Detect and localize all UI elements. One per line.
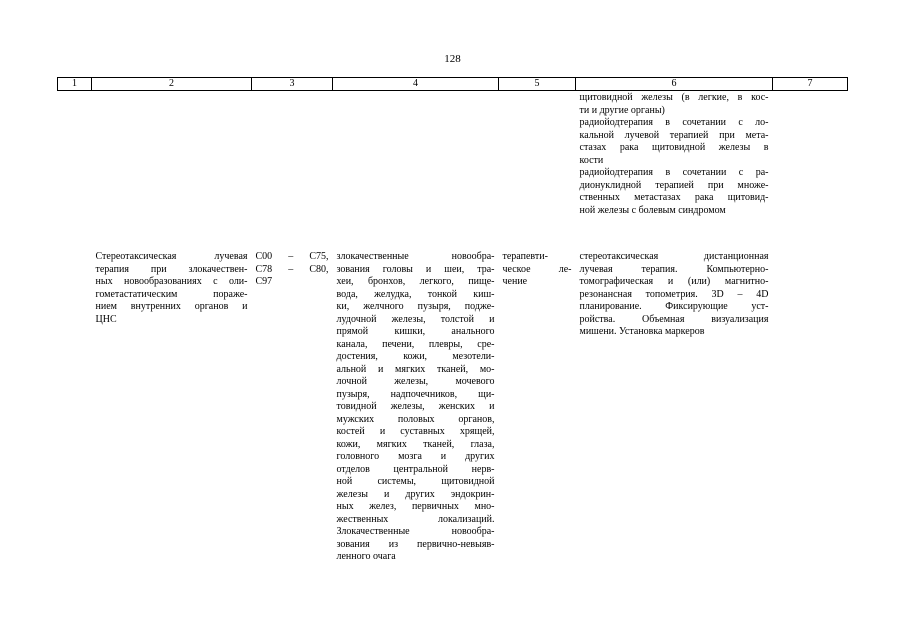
text-line: пузыря, надпочечников, щи- [336,388,495,400]
column-number-6: 6 [576,78,773,91]
text-line: нием внутренних органов и [95,301,248,312]
row1-cell-4 [333,91,499,241]
text-line: радиойодтерапия в сочетании с ло- [579,117,769,128]
text-line: хеи, бронхов, легкого, пище- [336,276,495,287]
row2-cell-icd-codes [252,240,333,564]
text-line: альной и мягких тканей, мо- [336,363,495,375]
text-line: ственных метастазах рака щитовид- [579,192,769,203]
table-row [58,240,848,564]
row2-cell-method [576,240,773,564]
row2-cell-1 [58,240,92,564]
text-line: прямой кишки, анального [336,326,495,337]
text-line: томографическая и (или) магнитно- [579,276,769,287]
text-line: планирование. Фиксирующие уст- [579,301,769,312]
text-line: дионуклидной терапией при множе- [579,179,769,191]
text-line: зования головы и шеи, тра- [336,263,495,275]
text-line: Злокачественные новообра- [336,526,495,537]
text-line: жественных локализаций. [336,513,495,525]
text-line: резонансная топометрия. 3D – 4D [579,288,769,300]
text-line: мишени. Установка маркеров [579,326,705,337]
text-line: канала, печени, плевры, сре- [336,338,495,350]
row2-cell-diagnosis [333,240,499,564]
text-line: ти и другие органы) [579,104,665,116]
text-line: зования из первично-невыяв- [336,538,495,550]
text-line: чение [502,276,528,287]
text-line: отделов центральной нерв- [336,463,495,475]
row2-cell-treatment-type [499,240,576,564]
text-line: Стереотаксическая лучевая [95,251,248,262]
icd-code-line: C00 – C75, [255,251,329,262]
text-line: стереотаксическая дистанционная [579,251,769,262]
text-line: кальной лучевой терапией при мета- [579,129,769,141]
row2-cell-procedure-name [92,240,252,564]
text-line: кости [579,154,604,166]
text-line: ки, желчного пузыря, подже- [336,301,495,312]
column-number-1: 1 [58,78,92,91]
text-line: терапевти- [502,251,548,262]
text-line: радиойодтерапия в сочетании с ра- [579,167,769,178]
row1-cell-1 [58,91,92,241]
text-line: ленного очага [336,551,396,562]
text-line: терапия при злокачествен- [95,263,248,275]
row1-cell-7 [773,91,848,241]
text-line: ной системы, щитовидной [336,476,495,487]
text-line: железы и других эндокрин- [336,488,495,500]
row1-cell-2 [92,91,252,241]
text-line: щитовидной железы (в легкие, в кос- [579,92,769,103]
text-line: лудочной железы, толстой и [336,313,495,325]
text-line: ных желез, первичных мно- [336,501,495,512]
text-line: ройства. Объемная визуализация [579,313,769,325]
row1-cell-5 [499,91,576,241]
column-number-4: 4 [333,78,499,91]
icd-code-line: C78 – C80, [255,263,329,275]
text-line: ЦНС [95,313,117,325]
page-number: 128 [444,53,461,65]
column-number-5: 5 [499,78,576,91]
text-line: костей и суставных хрящей, [336,426,495,437]
text-line: злокачественные новообра- [336,251,495,262]
text-line: головного мозга и других [336,451,495,462]
row1-cell-method [576,91,773,241]
column-number-2: 2 [92,78,252,91]
icd-code-line: C97 [255,276,273,287]
text-line: стазах рака щитовидной железы в [579,142,769,153]
table-row [58,91,848,241]
row1-cell-3 [252,91,333,241]
row2-cell-7 [773,240,848,564]
text-line: ных новообразованиях с оли- [95,276,248,287]
text-line: лочной железы, мочевого [336,376,495,387]
column-number-7: 7 [773,78,848,91]
text-line: достения, кожи, мезотели- [336,351,495,362]
text-line: вода, желудка, тонкой киш- [336,288,495,300]
text-line: ной железы с болевым синдромом [579,204,726,216]
text-line: лучевая терапия. Компьютерно- [579,263,769,275]
text-line: кожи, мягких тканей, глаза, [336,438,495,450]
procedures-table [57,77,848,564]
column-number-3: 3 [252,78,333,91]
text-line: гометастатическим пораже- [95,288,248,300]
text-line: мужских половых органов, [336,413,495,425]
text-line: ческое ле- [502,263,572,275]
text-line: товидной железы, женских и [336,401,495,412]
column-number-header-row [58,78,848,91]
